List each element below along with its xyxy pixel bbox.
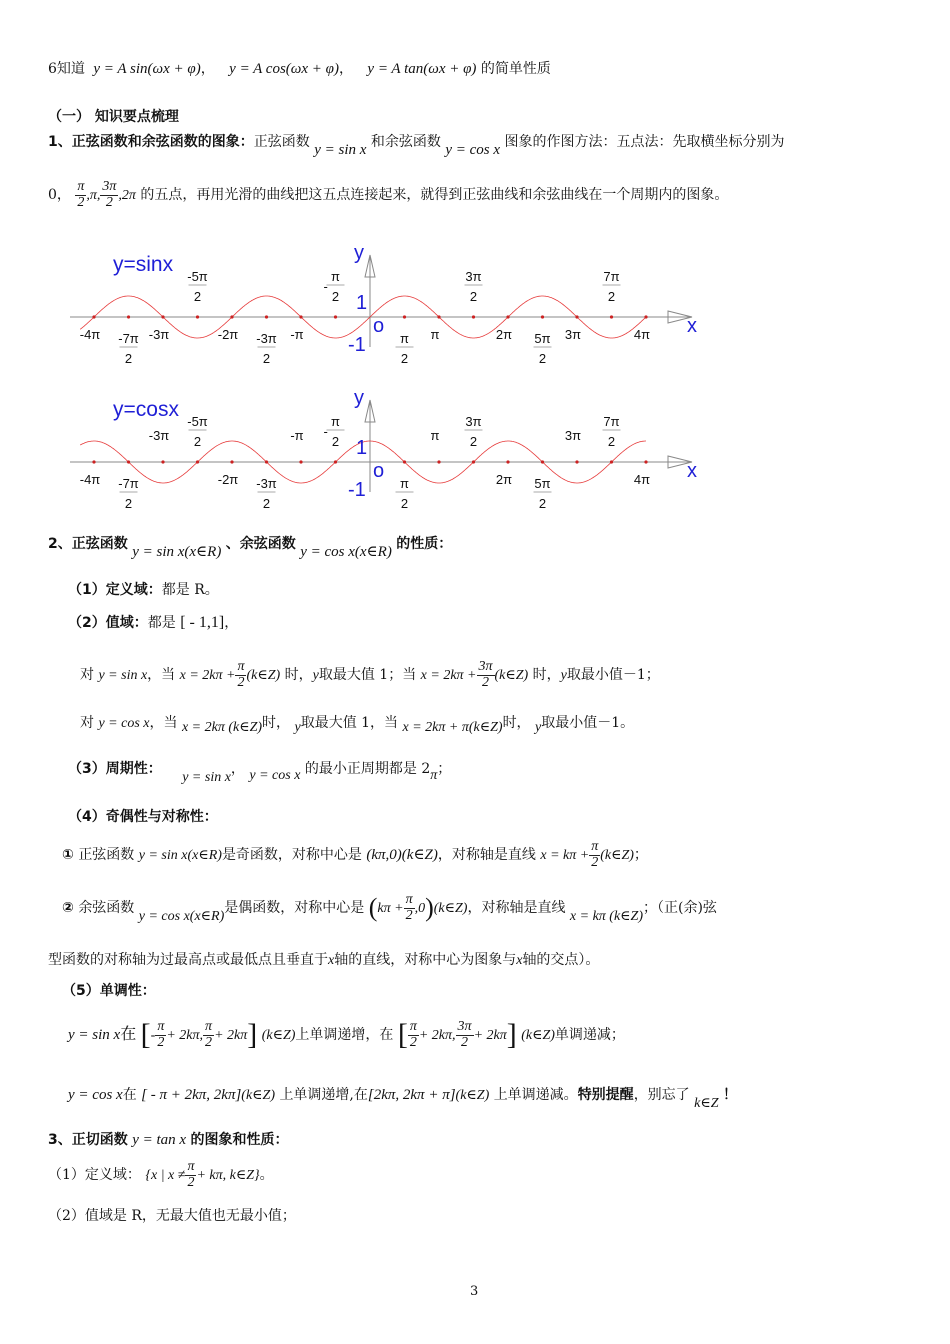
tick-label: -π — [290, 428, 304, 443]
tick-den: 2 — [538, 351, 547, 366]
tick-label: π — [430, 428, 440, 443]
tick-num: π — [331, 414, 340, 429]
tick-sign: - — [323, 279, 328, 294]
tick-label: π — [430, 327, 440, 342]
tick-dot — [437, 460, 440, 463]
tick-dot — [127, 460, 130, 463]
y-axis-label: y — [354, 387, 364, 409]
tick-den: 2 — [193, 434, 202, 449]
tick-label: -4π — [79, 472, 101, 487]
tick-dot — [506, 315, 509, 318]
parity-heading: （4）奇偶性与对称性： — [68, 809, 218, 825]
tick-dot — [299, 460, 302, 463]
tick-num: π — [400, 331, 409, 346]
tick-num: -5π — [187, 414, 208, 429]
tick-dot — [403, 315, 406, 318]
tick-dot — [644, 315, 647, 318]
tick-dot — [127, 315, 130, 318]
graph-title: y=sinx — [113, 253, 174, 276]
odd-line: ① 正弦函数 y = sin x(x∈R)是奇函数，对称中心是 (kπ,0)(k∈Z)，对称轴是直线 x = kπ + $\frac{\pi}{2}$ (k∈Z)； — [62, 839, 648, 870]
tick-dot — [403, 460, 406, 463]
tan-domain-line: （1）定义域： {x | x ≠ $\frac{\pi}{2}$ + kπ, k∈Z}。 — [48, 1159, 274, 1190]
tick-label: -π — [290, 327, 304, 342]
tick-dot — [265, 315, 268, 318]
y-neg-one-label: -1 — [348, 479, 366, 501]
tick-dot — [196, 315, 199, 318]
formula-tan: y = A tan(ωx + φ) — [367, 61, 477, 77]
p1-line: 1、正弦函数和余弦函数的图象：正弦函数 y = sin x 和余弦函数 y = cos x 图象的作图方法：五点法：先取横坐标分别为 — [48, 134, 785, 158]
tick-dot — [92, 315, 95, 318]
tick-label: -4π — [79, 327, 101, 342]
tick-dot — [610, 460, 613, 463]
section-heading: （一） 知识要点梳理 — [48, 109, 179, 125]
tick-dot — [334, 460, 337, 463]
tick-den: 2 — [469, 434, 478, 449]
tick-dot — [506, 460, 509, 463]
page-number: 3 — [470, 1284, 479, 1299]
formula-sin: y = A sin(ωx + φ) — [93, 61, 201, 77]
tick-num: 7π — [603, 414, 620, 429]
tan-range-line: （2）值域是 R，无最大值也无最小值； — [48, 1208, 296, 1224]
tick-num: 3π — [465, 414, 482, 429]
tick-label: 4π — [633, 472, 651, 487]
tick-dot — [610, 315, 613, 318]
tick-num: 5π — [534, 476, 551, 491]
mono-heading: （5）单调性： — [62, 983, 156, 999]
sin-extrema-line: 对 y = sin x，当 x = 2kπ + $\frac{\pi}{2}$ (k∈Z) 时，y取最大值 1；当 x = 2kπ + $\frac{3\pi}{2}$ (k∈Z) 时，y取最小值－1； — [80, 659, 660, 690]
origin-label: o — [373, 460, 385, 482]
y-one-label: 1 — [356, 437, 368, 459]
tick-den: 2 — [262, 496, 271, 511]
mono-sin-line: y = sin x在 [- $\frac{\pi}{2}$ + 2kπ, $\frac{\pi}{2}$ + 2kπ] (k∈Z)上单调递增，在 [ $\frac{\pi}{2}$ + 2kπ, $\frac{3\pi}{2}$ + 2kπ] (k∈Z)单调递减； — [68, 1018, 625, 1051]
tick-den: 2 — [607, 289, 616, 304]
even-line: ② 余弦函数 y = cos x(x∈R)是偶函数，对称中心是 (kπ + $\frac{\pi}{2}$ ,0)(k∈Z)，对称轴是直线 x = kπ (k∈Z)；（正(余)弦 — [62, 892, 717, 925]
tick-dot — [541, 315, 544, 318]
tick-num: -7π — [118, 476, 139, 491]
tick-den: 2 — [400, 351, 409, 366]
tick-dot — [334, 315, 337, 318]
domain-line: （1）定义域：都是 R。 — [68, 582, 219, 598]
tick-den: 2 — [262, 351, 271, 366]
tick-num: 5π — [534, 331, 551, 346]
p3-line: 3、正切函数 y = tan x 的图象和性质： — [48, 1132, 289, 1148]
p2-line: 2、正弦函数 y = sin x(x∈R) 、余弦函数 y = cos x(x∈R) 的性质： — [48, 536, 453, 560]
tick-dot — [161, 315, 164, 318]
sin-graph — [0, 235, 950, 370]
tick-label: -2π — [217, 472, 239, 487]
graph-title: y=cosx — [113, 398, 179, 421]
tick-den: 2 — [400, 496, 409, 511]
tick-dot — [541, 460, 544, 463]
tick-dot — [196, 460, 199, 463]
tick-dot — [161, 460, 164, 463]
cos-graph — [0, 380, 950, 515]
tick-label: 4π — [633, 327, 651, 342]
tick-sign: - — [323, 424, 328, 439]
tick-den: 2 — [124, 351, 133, 366]
tick-den: 2 — [331, 434, 340, 449]
y-axis-label: y — [354, 242, 364, 264]
tick-num: 3π — [465, 269, 482, 284]
tick-dot — [92, 460, 95, 463]
period-line: （3）周期性： y = sin x， y = cos x 的最小正周期都是 2π； — [68, 761, 452, 785]
tick-label: 2π — [495, 327, 513, 342]
range-line: （2）值域：都是 [ - 1,1]， — [68, 614, 239, 631]
tick-den: 2 — [607, 434, 616, 449]
tick-dot — [230, 460, 233, 463]
tick-num: -3π — [256, 476, 277, 491]
tick-label: -3π — [148, 428, 170, 443]
tick-dot — [575, 460, 578, 463]
intro-line: 6知道 y = A sin(ωx + φ)， y = A cos(ωx + φ)， y = A tan(ωx + φ) 的简单性质 — [48, 61, 551, 77]
origin-label: o — [373, 315, 385, 337]
tick-dot — [644, 460, 647, 463]
tick-label: -2π — [217, 327, 239, 342]
tick-den: 2 — [538, 496, 547, 511]
mono-cos-line: y = cos x在 [ - π + 2kπ, 2kπ](k∈Z) 上单调递增,在[2kπ, 2kπ + π](k∈Z) 上单调递减。特别提醒，别忘了 k∈Z ！ — [68, 1087, 737, 1111]
tick-dot — [472, 460, 475, 463]
tick-num: π — [331, 269, 340, 284]
y-neg-one-label: -1 — [348, 334, 366, 356]
tick-num: -3π — [256, 331, 277, 346]
formula-cos: y = A cos(ωx + φ) — [229, 61, 339, 77]
tick-num: π — [400, 476, 409, 491]
cos-extrema-line: 对 y = cos x，当 x = 2kπ (k∈Z)时， y取最大值 1，当 x = 2kπ + π(k∈Z)时， y取最小值－1。 — [80, 715, 635, 735]
tick-den: 2 — [469, 289, 478, 304]
tick-dot — [437, 315, 440, 318]
y-one-label: 1 — [356, 292, 368, 314]
tick-num: -5π — [187, 269, 208, 284]
even2-line: 型函数的对称轴为过最高点或最低点且垂直于x轴的直线，对称中心为图象与x轴的交点）。 — [48, 952, 600, 968]
x-axis-label: x — [687, 460, 697, 482]
tick-dot — [472, 315, 475, 318]
tick-dot — [575, 315, 578, 318]
tick-num: 7π — [603, 269, 620, 284]
tick-den: 2 — [331, 289, 340, 304]
p1b-line: 0， $\frac{\pi}{2}$ ,π, $\frac{3\pi}{2}$ ,2π 的五点，再用光滑的曲线把这五点连接起来，就得到正弦曲线和余弦曲线在一个周期内的图象。 — [48, 179, 729, 210]
tick-num: -7π — [118, 331, 139, 346]
tick-label: 3π — [564, 327, 582, 342]
tick-den: 2 — [193, 289, 202, 304]
tick-label: 2π — [495, 472, 513, 487]
tick-label: 3π — [564, 428, 582, 443]
tick-dot — [265, 460, 268, 463]
tick-label: -3π — [148, 327, 170, 342]
tick-dot — [299, 315, 302, 318]
x-axis-label: x — [687, 315, 697, 337]
tick-den: 2 — [124, 496, 133, 511]
tick-dot — [230, 315, 233, 318]
